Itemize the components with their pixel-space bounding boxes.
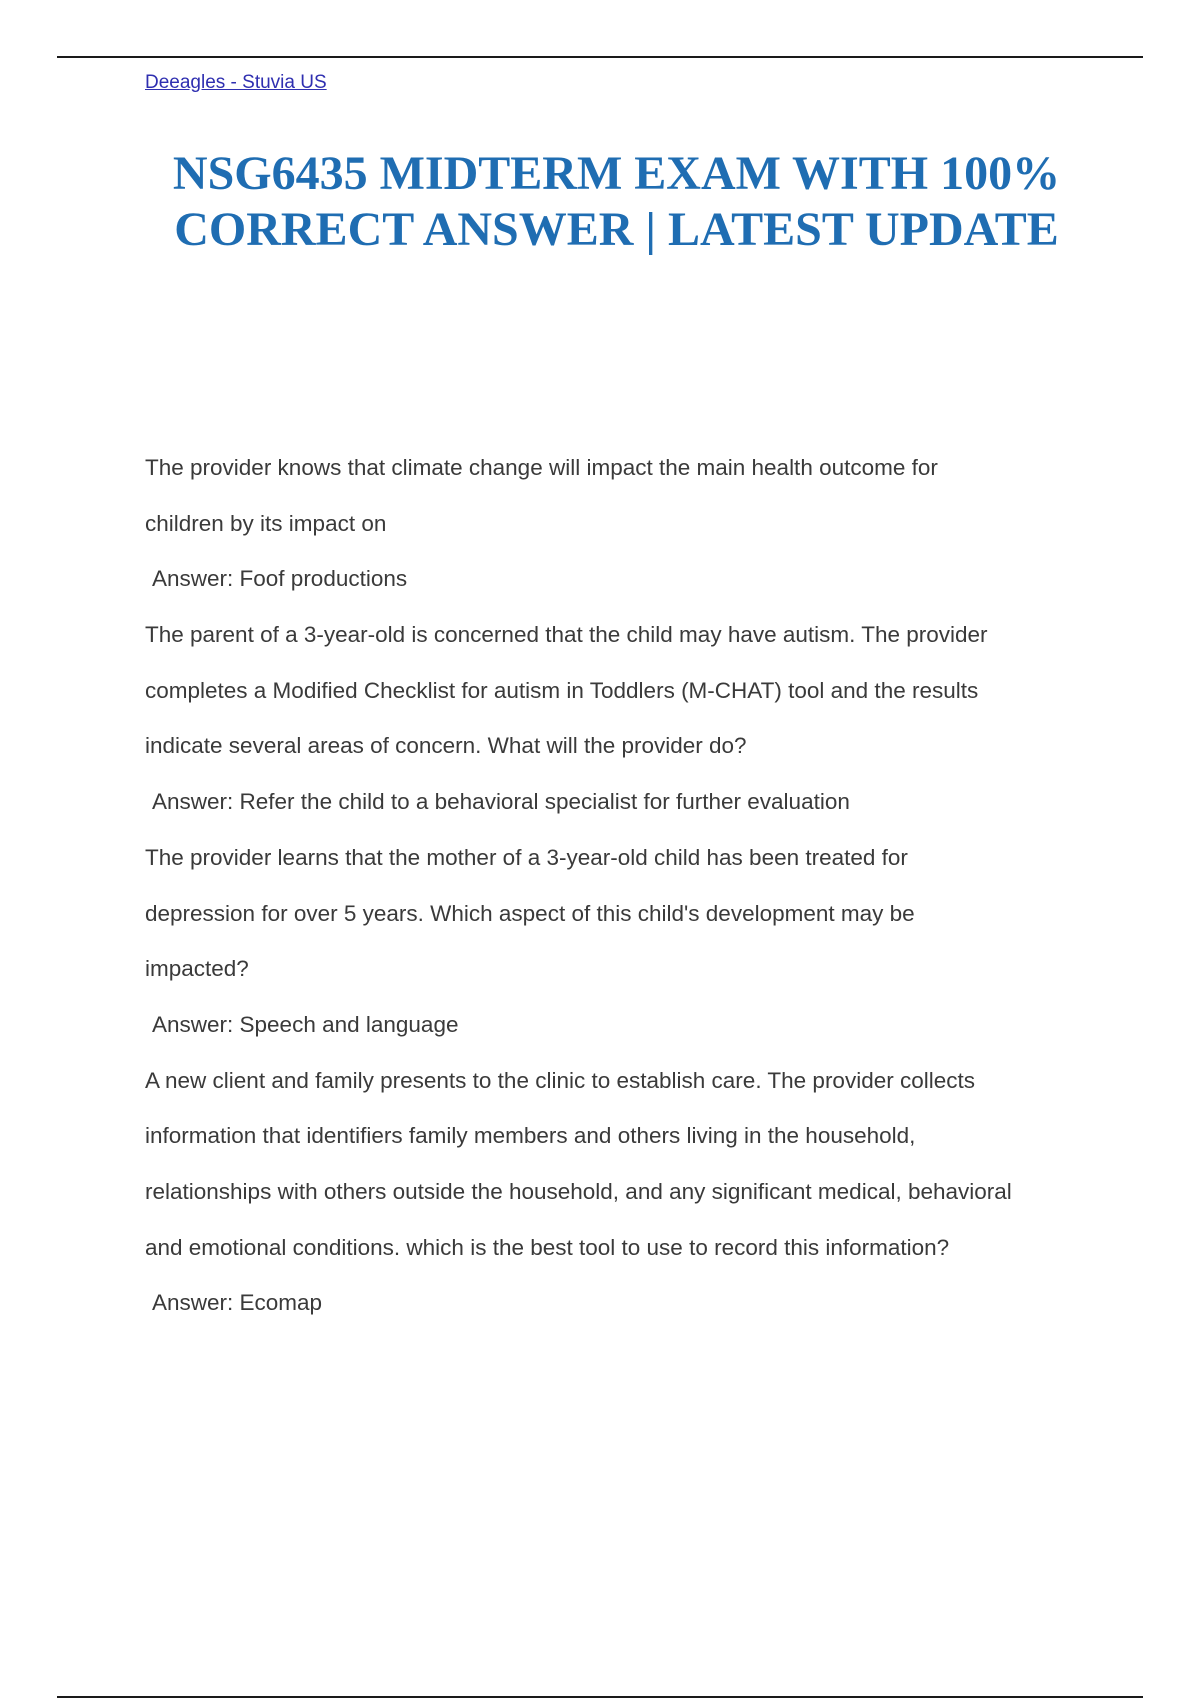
bottom-rule <box>57 1696 1143 1698</box>
top-rule <box>57 56 1143 58</box>
qa-content <box>145 440 1145 1331</box>
question-line: information that identifiers family members and others living in the household, <box>145 1123 916 1149</box>
question-line: The provider knows that climate change will impact the main health outcome for <box>145 455 938 480</box>
question-line: impacted? <box>145 956 249 982</box>
question-line: completes a Modified Checklist for autism in Toddlers (M-CHAT) tool and the results <box>145 677 979 703</box>
question-line: The parent of a 3-year-old is concerned that the child may have autism. The provider <box>145 622 988 648</box>
title-line-2: CORRECT ANSWER | LATEST UPDATE <box>174 203 1059 256</box>
question-line: and emotional conditions. which is the best tool to use to record this information? <box>145 1234 950 1260</box>
answer-line: Answer: Speech and language <box>152 1011 459 1037</box>
qa-item <box>145 440 1145 607</box>
question-line: children by its impact on <box>145 510 387 536</box>
question-line: indicate several areas of concern. What will the provider do? <box>145 733 747 759</box>
document-title <box>60 146 1173 258</box>
answer-line: Answer: Refer the child to a behavioral specialist for further evaluation <box>152 789 850 815</box>
answer-line: Answer: Foof productions <box>152 566 408 592</box>
qa-item <box>145 1053 1145 1331</box>
question-line: A new client and family presents to the clinic to establish care. The provider collects <box>145 1067 975 1093</box>
question-line: relationships with others outside the household, and any significant medical, behavioral <box>145 1178 1012 1204</box>
question-line: depression for over 5 years. Which aspect of this child's development may be <box>145 900 915 926</box>
answer-line: Answer: Ecomap <box>152 1290 323 1316</box>
title-line-1: NSG6435 MIDTERM EXAM WITH 100% <box>172 147 1061 200</box>
question-line: The provider learns that the mother of a 3-year-old child has been treated for <box>145 844 908 870</box>
qa-item <box>145 830 1145 1053</box>
source-link[interactable]: Deeagles - Stuvia US <box>145 72 327 93</box>
qa-item <box>145 607 1145 830</box>
